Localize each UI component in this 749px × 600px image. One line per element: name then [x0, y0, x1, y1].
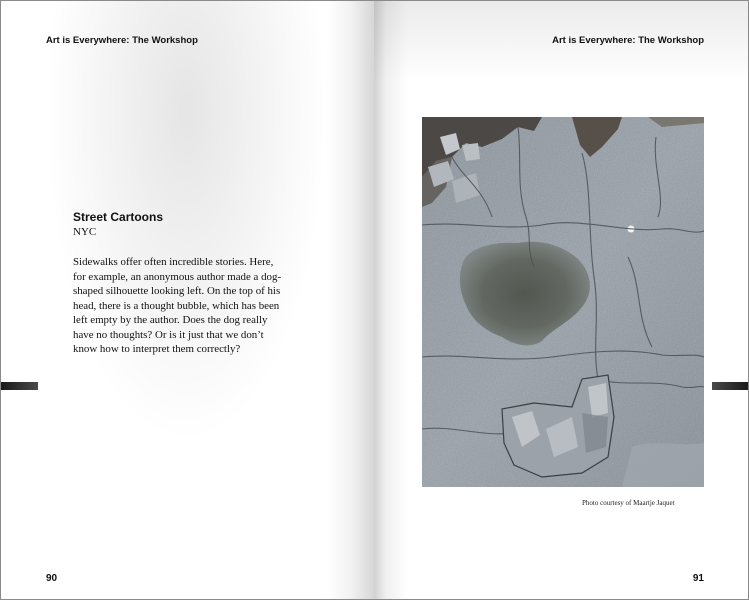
article-body: Sidewalks offer often incredible stories. Here, for example, an anonymous author made a dog-shaped silhouette looking left. On the top of his head, there is a thought bubble, which has been left empty by the author. Does the dog really have no thoughts? Or is it just that we don’t know how to interpret them correctly? — [73, 256, 282, 355]
page-number-right: 91 — [692, 573, 704, 584]
edge-tab-marker-right — [712, 382, 748, 390]
sidewalk-photo — [422, 117, 704, 487]
photo-credit: Photo courtesy of Maartje Jaquet — [582, 499, 675, 507]
article-location: NYC — [73, 226, 97, 238]
article-title: Street Cartoons — [73, 210, 164, 224]
left-page — [1, 1, 374, 599]
page-number-left: 90 — [46, 573, 58, 584]
running-head-left: Art is Everywhere: The Workshop — [46, 35, 198, 46]
right-page — [374, 1, 748, 599]
running-head-right: Art is Everywhere: The Workshop — [552, 35, 704, 46]
edge-tab-marker-left — [1, 382, 38, 390]
article — [73, 210, 288, 357]
